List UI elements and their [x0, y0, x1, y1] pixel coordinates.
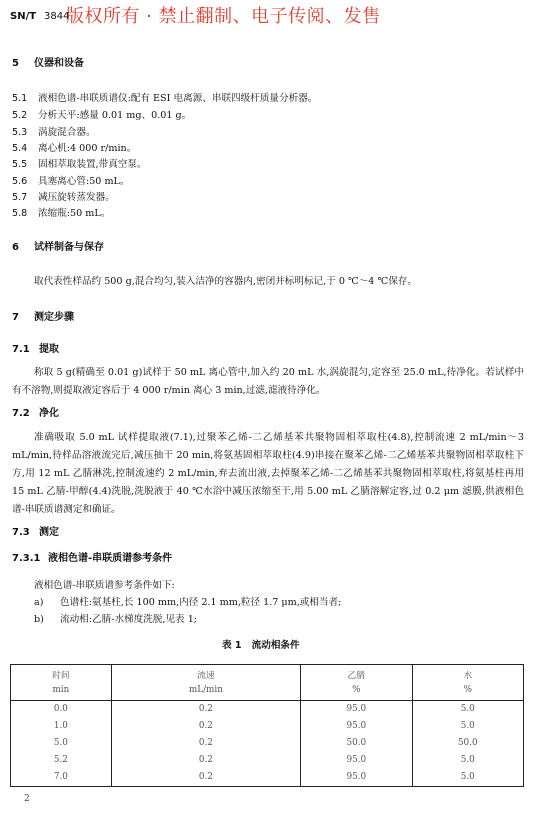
section-number: 7.2 [12, 408, 30, 419]
table-row [11, 718, 524, 735]
section-7-heading [12, 312, 74, 324]
item-number: 5.6 [12, 176, 28, 187]
section-number: 7.1 [12, 344, 30, 355]
section-number: 5 [12, 58, 19, 69]
header-name: 乙腈 [347, 670, 366, 681]
item-text: 流动相:乙腈-水梯度洗脱,见表 1; [60, 614, 198, 625]
section-number: 6 [12, 242, 19, 253]
list-item-5-2 [12, 110, 191, 122]
list-item-5-5 [12, 159, 147, 171]
section-7-3-heading [12, 527, 59, 539]
item-text: 液相色谱-串联质谱仪:配有 ESI 电离源、串联四级杆质量分析器。 [38, 93, 318, 104]
item-text: 具塞离心管:50 mL。 [38, 176, 130, 187]
table-cell: 1.0 [11, 718, 112, 735]
header-unit: min [52, 684, 70, 695]
table-row [11, 769, 524, 787]
item-number: 5.1 [12, 93, 28, 104]
header-name: 时间 [52, 670, 70, 681]
item-number: 5.7 [12, 192, 28, 203]
item-number: 5.8 [12, 208, 28, 219]
item-text: 色谱柱:氨基柱,长 100 mm,内径 2.1 mm,粒径 1.7 μm,或相当者; [60, 597, 342, 608]
section-7-3-1-heading [12, 553, 172, 565]
table-cell: 5.0 [11, 735, 112, 752]
item-text: 离心机:4 000 r/min。 [38, 143, 137, 154]
section-7-2-heading [12, 408, 59, 420]
item-label: b) [34, 614, 44, 625]
section-7-1-paragraph: 称取 5 g(精确至 0.01 g)试样于 50 mL 离心管中,加入约 20 mL 水,涡旋混匀,定容至 25.0 mL,待净化。若试样中有不溶物,则提取液定容后于 4 000 r/min 离心 3 min,过滤,滤液待净化。 [12, 367, 524, 396]
table-cell: 5.0 [412, 701, 524, 719]
table-row [11, 701, 524, 719]
table-title: 流动相条件 [251, 640, 300, 651]
list-item-5-1 [12, 93, 317, 105]
list-item-5-3 [12, 127, 96, 139]
section-number: 7 [12, 312, 19, 323]
header-acetonitrile [301, 665, 412, 701]
table-cell: 0.2 [111, 701, 300, 719]
standard-prefix: SN/T [10, 11, 37, 22]
item-number: 5.4 [12, 143, 28, 154]
table-caption [222, 640, 300, 652]
table-cell: 7.0 [11, 769, 112, 787]
section-title: 净化 [39, 408, 59, 419]
list-item-5-7 [12, 192, 115, 204]
section-title: 测定步骤 [34, 312, 74, 323]
page-number: 2 [24, 794, 30, 804]
table-cell: 5.0 [412, 752, 524, 769]
section-title: 试样制备与保存 [34, 242, 104, 253]
section-7-2-paragraph: 准确吸取 5.0 mL 试样提取液(7.1),过聚苯乙烯-二乙烯基苯共聚物固相萃取柱(4.8),控制流速 2 mL/min～3 mL/min,待样品溶液流完后,减压抽干 20 min,将氨基固相萃取柱(4.9)串接在聚苯乙烯-二乙烯基苯共聚物固相萃取柱下方,用 12 mL 乙腈淋洗,控制流速约 2 mL/min,弃去流出液,去掉聚苯乙烯-二乙烯基苯共聚物固相萃取柱,将氨基柱再用 15 mL 乙腈-甲醇(4.4)洗脱,洗脱液于 40 ℃水浴中减压浓缩至干,用 5.00 mL 乙腈溶解定容,过 0.2 μm 滤膜,供液相色谱-串联质谱测定和确证。 [12, 432, 524, 515]
table-cell: 0.2 [111, 718, 300, 735]
header-time [11, 665, 112, 701]
item-number: 5.2 [12, 110, 28, 121]
item-number: 5.5 [12, 159, 28, 170]
table-cell: 95.0 [301, 752, 412, 769]
table-cell: 5.0 [412, 769, 524, 787]
conditions-intro: 液相色谱-串联质谱参考条件如下: [34, 580, 175, 591]
section-title: 测定 [39, 527, 59, 538]
section-number: 7.3.1 [12, 553, 41, 564]
table-cell: 5.0 [412, 718, 524, 735]
table-cell: 0.2 [111, 735, 300, 752]
table-row [11, 735, 524, 752]
table-number: 表 1 [222, 640, 242, 651]
table-cell: 0.2 [111, 769, 300, 787]
header-water [412, 665, 524, 701]
item-text: 减压旋转蒸发器。 [38, 192, 115, 203]
table-cell: 5.2 [11, 752, 112, 769]
list-item-5-6 [12, 176, 130, 188]
list-item-5-4 [12, 143, 136, 155]
item-text: 分析天平:感量 0.01 mg、0.01 g。 [38, 110, 192, 121]
section-5-heading [12, 58, 84, 70]
table-cell: 95.0 [301, 769, 412, 787]
standard-code: 3844 [44, 11, 70, 22]
table-header-row [11, 665, 524, 701]
section-6-paragraph: 取代表性样品约 500 g,混合均匀,装入洁净的容器内,密闭并标明标记,于 0 ℃～4 ℃保存。 [34, 276, 417, 287]
section-title: 提取 [39, 344, 59, 355]
table-cell: 0.2 [111, 752, 300, 769]
header-name: 水 [463, 670, 473, 681]
item-text: 浓缩瓶:50 mL。 [38, 208, 111, 219]
list-item-5-8 [12, 208, 110, 220]
mobile-phase-table [10, 664, 524, 787]
item-text: 固相萃取装置,带真空泵。 [38, 159, 147, 170]
header-unit: mL/min [188, 684, 223, 695]
condition-item-a [34, 597, 341, 609]
header-name: 流速 [197, 670, 215, 681]
section-6-heading [12, 242, 104, 254]
item-number: 5.3 [12, 127, 28, 138]
section-title: 仪器和设备 [34, 58, 84, 69]
table-cell: 95.0 [301, 701, 412, 719]
header-flow-rate [111, 665, 300, 701]
header-unit: % [352, 684, 361, 695]
section-number: 7.3 [12, 527, 30, 538]
table-cell: 0.0 [11, 701, 112, 719]
header-unit: % [463, 684, 472, 695]
item-label: a) [34, 597, 44, 608]
item-text: 涡旋混合器。 [38, 127, 96, 138]
section-7-1-heading [12, 344, 59, 356]
table-cell: 50.0 [412, 735, 524, 752]
condition-item-b [34, 614, 197, 626]
section-title: 液相色谱-串联质谱参考条件 [48, 553, 173, 564]
table-row [11, 752, 524, 769]
table-cell: 50.0 [301, 735, 412, 752]
table-cell: 95.0 [301, 718, 412, 735]
copyright-watermark: 版权所有 · 禁止翻制、电子传阅、发售 [66, 6, 381, 27]
